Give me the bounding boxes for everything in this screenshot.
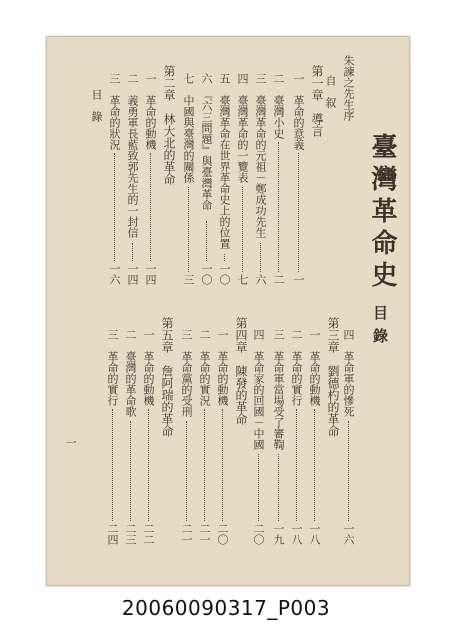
toc-entry-title: 三 革命黨的受刑 [180, 329, 193, 417]
upper-entry [201, 73, 212, 211]
lower-entry [291, 329, 302, 406]
upper-entry [343, 55, 354, 121]
image-id-caption: 20060090317_P003 [121, 596, 331, 620]
toc-entry-title: 二 革命的實行 [290, 329, 303, 406]
leader-dots [148, 409, 149, 521]
toc-entry-title: 一 革命的動機 [142, 329, 155, 406]
toc-entry-title: 三 革命的狀況 [108, 73, 121, 150]
toc-entry-title: 五 臺灣革命在世界革命史上的位置 [218, 73, 231, 249]
toc-entry-title: 七 中國與臺灣的關係 [182, 73, 195, 183]
leader-dots [298, 153, 299, 272]
upper-entry [91, 89, 102, 122]
leader-dots [204, 409, 205, 521]
leader-dots [260, 243, 261, 272]
page-number: 二〇 [252, 523, 265, 545]
toc-entry-title: 二 義勇軍長藍致郭先生的一封信 [126, 73, 139, 238]
toc-entry-title: 第四章 陳發的革命 [234, 317, 248, 425]
page-number: 二 [272, 274, 285, 285]
toc-entry-title: 一 革命的意義 [292, 73, 305, 150]
lower-entry [181, 329, 192, 417]
toc-entry-title: 第三章 劉德杓的革命 [326, 317, 340, 437]
leader-dots [130, 421, 131, 521]
toc-entry-title: 三 革命的實行 [106, 329, 119, 406]
upper-entry [273, 73, 284, 139]
book-title: 臺灣革命史 [367, 133, 397, 293]
toc-entry-title: 一 [64, 437, 77, 448]
lower-entry [253, 329, 264, 450]
lower-entry [125, 329, 136, 417]
page-number: 一九 [272, 523, 285, 545]
page-number: 二一 [180, 523, 193, 545]
leader-dots [188, 187, 189, 272]
leader-dots [296, 409, 297, 521]
toc-entry-title: 目 錄 [90, 89, 103, 122]
leader-dots [278, 454, 279, 521]
page-number: 六 [254, 274, 267, 285]
toc-entry-title: 自 叙 [324, 75, 337, 108]
page-number: 一八 [290, 523, 303, 545]
upper-entry [255, 73, 266, 238]
lower-entry [343, 329, 354, 417]
page-number: 一四 [126, 263, 139, 285]
lower-entry [199, 329, 210, 406]
book-page [46, 36, 410, 586]
page-number: 三 [182, 274, 195, 285]
toc-entry-title: 六 『六三問題』與臺灣革命 [200, 73, 213, 211]
page-number: 一四 [144, 263, 157, 285]
lower-entry [309, 329, 320, 406]
toc-entry-title: 朱諫之先生序 [342, 55, 355, 121]
lower-entry [107, 329, 118, 406]
page-number: 二一 [198, 523, 211, 545]
toc-entry-title: 三 革命軍當場受了審鞫 [272, 329, 285, 450]
toc-entry-title: 一 革命的動機 [216, 329, 229, 406]
leader-dots [314, 409, 315, 521]
lower-entry [143, 329, 154, 406]
toc-label: 目錄 [371, 305, 389, 351]
upper-entry [311, 65, 323, 137]
upper-entry [163, 65, 175, 185]
upper-entry [293, 73, 304, 150]
upper-entry [183, 73, 194, 183]
lower-entry [217, 329, 228, 406]
lower-entry [65, 437, 76, 448]
toc-entry-title: 三 臺灣革命的元祖－鄭成功先生 [254, 73, 267, 238]
toc-entry-title: 四 革命家的回國－中國 [252, 329, 265, 450]
leader-dots [242, 187, 243, 272]
leader-dots [112, 409, 113, 521]
page-number: 七 [236, 274, 249, 285]
toc-entry-title: 一 革命的動機 [308, 329, 321, 406]
lower-entry [273, 329, 284, 450]
upper-entry [145, 73, 156, 150]
toc-entry-title: 第二章 林大北的革命 [162, 65, 176, 185]
leader-dots [348, 421, 349, 521]
upper-entry [127, 73, 138, 238]
toc-entry-title: 一 革命的動機 [144, 73, 157, 150]
leader-dots [222, 409, 223, 521]
leader-dots [258, 454, 259, 521]
leader-dots [114, 153, 115, 261]
upper-entry [325, 75, 336, 108]
page-number: 一六 [108, 263, 121, 285]
page-number: 一八 [308, 523, 321, 545]
toc-entry-title: 二 臺灣小史 [272, 73, 285, 139]
lower-entry [235, 317, 247, 425]
page-number: 二〇 [216, 523, 229, 545]
toc-entry-title: 第一章 導言 [310, 65, 324, 137]
page-number: 一 [292, 274, 305, 285]
page-number: 二二 [142, 523, 155, 545]
page-number: 一〇 [200, 263, 213, 285]
leader-dots [206, 221, 207, 261]
leader-dots [150, 153, 151, 261]
page-number: 二三 [124, 523, 137, 545]
lower-entry [327, 317, 339, 437]
upper-entry [219, 73, 230, 249]
upper-entry [237, 73, 248, 183]
leader-dots [224, 254, 225, 261]
toc-entry-title: 四 臺灣革命的一覽表 [236, 73, 249, 183]
leader-dots [132, 243, 133, 261]
toc-entry-title: 四 革命軍的慘死 [342, 329, 355, 417]
page-number: 二四 [106, 523, 119, 545]
page-number: 一〇 [218, 263, 231, 285]
toc-entry-title: 第五章 詹阿瑞的革命 [160, 317, 174, 437]
page-number: 一六 [342, 523, 355, 545]
toc-entry-title: 二 臺灣的革命歌 [124, 329, 137, 417]
lower-entry [161, 317, 173, 437]
leader-dots [278, 142, 279, 272]
toc-entry-title: 二 革命的實況 [198, 329, 211, 406]
upper-entry [109, 73, 120, 150]
leader-dots [186, 421, 187, 521]
